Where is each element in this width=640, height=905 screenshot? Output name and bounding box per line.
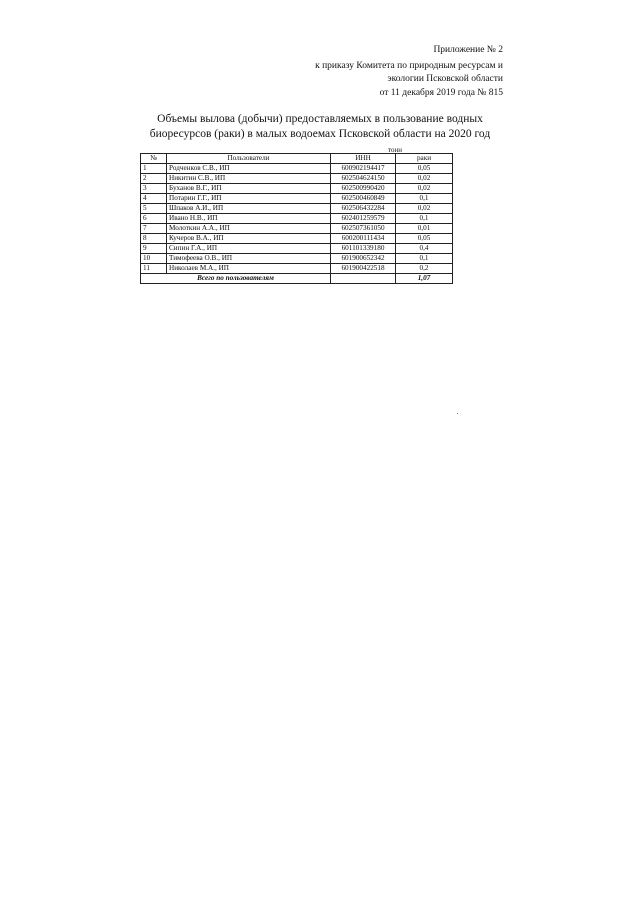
table-row	[141, 254, 453, 264]
row-quantity: 0,01	[396, 224, 453, 234]
row-quantity: 0,02	[396, 174, 453, 184]
appendix-header	[315, 44, 503, 100]
row-number: 4	[141, 194, 167, 204]
row-user: Кучеров В.А., ИП	[167, 234, 331, 244]
title-line-2: биоресурсов (раки) в малых водоемах Псковской области на 2020 год	[149, 128, 491, 140]
row-user: Тимофеева О.В., ИП	[167, 254, 331, 264]
table-row	[141, 214, 453, 224]
users-table	[140, 153, 453, 284]
row-user: Никитин С.В., ИП	[167, 174, 331, 184]
column-header-crayfish: раки	[396, 154, 453, 164]
row-number: 10	[141, 254, 167, 264]
column-header-users: Пользователи	[167, 154, 331, 164]
table-row	[141, 264, 453, 274]
total-label: Всего по пользователям	[141, 274, 331, 284]
order-date-line: от 11 декабря 2019 года № 815	[379, 87, 503, 98]
row-user: Потарин Г.Г., ИП	[167, 194, 331, 204]
document-title	[120, 112, 520, 142]
row-quantity: 0,4	[396, 244, 453, 254]
table-row	[141, 224, 453, 234]
row-quantity: 0,02	[396, 184, 453, 194]
units-label: тонн	[388, 146, 402, 154]
row-number: 2	[141, 174, 167, 184]
appendix-number: Приложение № 2	[433, 45, 503, 55]
row-quantity: 0,1	[396, 214, 453, 224]
table-row	[141, 164, 453, 174]
row-user: Николаев М.А., ИП	[167, 264, 331, 274]
row-number: 7	[141, 224, 167, 234]
total-inn-empty	[331, 274, 396, 284]
row-number: 3	[141, 184, 167, 194]
column-header-inn: ИНН	[331, 154, 396, 164]
table-row	[141, 234, 453, 244]
row-inn: 602507361050	[331, 224, 396, 234]
table-total-row	[141, 274, 453, 284]
table-row	[141, 174, 453, 184]
table-row	[141, 194, 453, 204]
row-number: 8	[141, 234, 167, 244]
scan-speck	[457, 413, 458, 414]
row-quantity: 0,02	[396, 204, 453, 214]
row-inn: 602504624150	[331, 174, 396, 184]
row-inn: 600200111434	[331, 234, 396, 244]
committee-name-line: экологии Псковской области	[387, 74, 503, 84]
row-inn: 601900422518	[331, 264, 396, 274]
table-body	[141, 164, 453, 284]
column-header-number: №	[141, 154, 167, 164]
table-row	[141, 244, 453, 254]
row-inn: 601900652342	[331, 254, 396, 264]
table-row	[141, 204, 453, 214]
row-inn: 600902194417	[331, 164, 396, 174]
total-value: 1,07	[396, 274, 453, 284]
row-number: 11	[141, 264, 167, 274]
row-quantity: 0,05	[396, 234, 453, 244]
row-inn: 602401259579	[331, 214, 396, 224]
row-number: 5	[141, 204, 167, 214]
row-number: 1	[141, 164, 167, 174]
row-quantity: 0,2	[396, 264, 453, 274]
row-inn: 601101339180	[331, 244, 396, 254]
row-inn: 602500460849	[331, 194, 396, 204]
row-user: Родченков С.В., ИП	[167, 164, 331, 174]
table-header-row	[141, 154, 453, 164]
row-quantity: 0,1	[396, 254, 453, 264]
row-number: 6	[141, 214, 167, 224]
row-user: Буханов В.Г., ИП	[167, 184, 331, 194]
order-reference-line: к приказу Комитета по природным ресурсам и	[315, 60, 503, 71]
table-row	[141, 184, 453, 194]
row-user: Сипин Г.А., ИП	[167, 244, 331, 254]
title-line-1: Объемы вылова (добычи) предоставляемых в пользование водных	[157, 113, 483, 125]
row-user: Шпаков А.И., ИП	[167, 204, 331, 214]
row-user: Ивано Н.В., ИП	[167, 214, 331, 224]
row-quantity: 0,05	[396, 164, 453, 174]
row-user: Молоткин А.А., ИП	[167, 224, 331, 234]
row-inn: 602500990420	[331, 184, 396, 194]
row-quantity: 0,1	[396, 194, 453, 204]
row-inn: 602506432284	[331, 204, 396, 214]
row-number: 9	[141, 244, 167, 254]
